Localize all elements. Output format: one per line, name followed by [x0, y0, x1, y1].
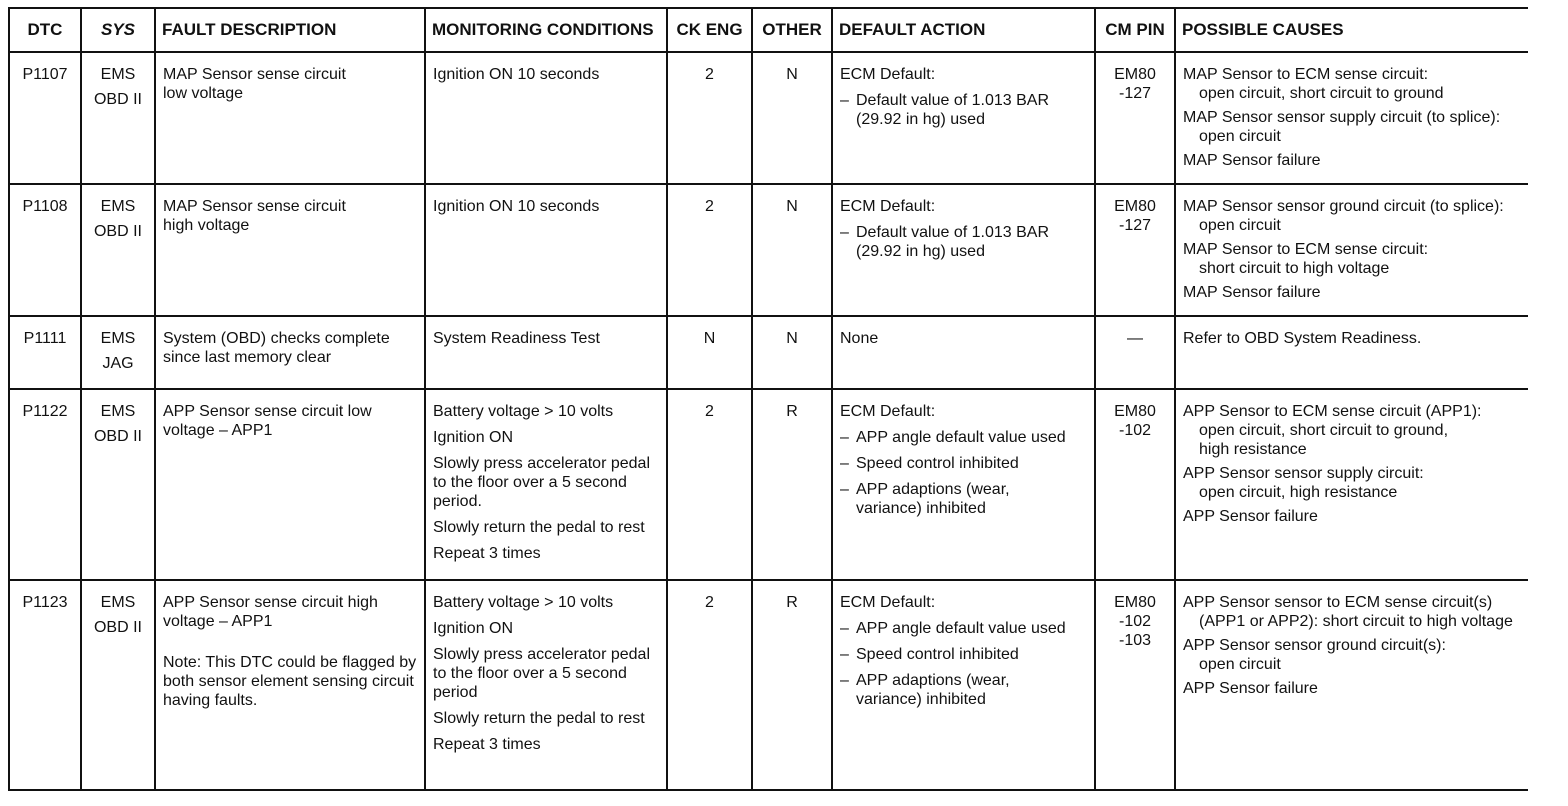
cause-line: Refer to OBD System Readiness. — [1183, 330, 1422, 347]
cause-item — [1183, 593, 1521, 631]
default-action-line: variance) inhibited — [856, 500, 986, 517]
fault-line: high voltage — [163, 217, 250, 234]
system-line: EMS — [100, 594, 136, 611]
fault-description — [155, 580, 425, 790]
default-action-line: – Default value of 1.013 BAR — [856, 92, 1050, 109]
header-other: OTHER — [752, 8, 832, 52]
other-value: N — [752, 184, 832, 316]
system-cell — [81, 389, 155, 580]
default-action-head: ECM Default: — [840, 594, 936, 611]
system-cell — [81, 52, 155, 184]
cause-line: short circuit to high voltage — [1199, 260, 1390, 277]
cm-pin-line: EM80 — [1114, 403, 1156, 420]
default-action-head: ECM Default: — [840, 66, 936, 83]
default-action-item — [840, 223, 1087, 261]
monitoring-item: Ignition ON — [433, 429, 514, 446]
cause-line: MAP Sensor sensor ground circuit (to splice): — [1183, 198, 1504, 215]
ck-eng-value: 2 — [667, 52, 752, 184]
system-line: OBD II — [93, 223, 142, 240]
cause-item — [1183, 151, 1521, 170]
default-action-line: – APP adaptions (wear, — [856, 481, 1010, 498]
default-action-line: – Speed control inhibited — [856, 455, 1019, 472]
default-action-line: – APP angle default value used — [856, 620, 1066, 637]
default-action-line: (29.92 in hg) used — [856, 243, 985, 260]
possible-causes — [1175, 389, 1528, 580]
monitoring-item: Slowly press accelerator pedal to the floor over a 5 second period — [433, 646, 650, 701]
header-ck-eng: CK ENG — [667, 8, 752, 52]
monitoring-conditions — [425, 389, 667, 580]
cm-pin — [1095, 389, 1175, 580]
monitoring-item: Slowly press accelerator pedal to the floor over a 5 second period. — [433, 455, 650, 510]
system-line: OBD II — [93, 619, 142, 636]
system-line: JAG — [102, 355, 134, 372]
cause-line: high resistance — [1199, 441, 1307, 458]
cm-pin-line: -103 — [1118, 632, 1152, 649]
dtc-code: P1107 — [9, 52, 81, 184]
cause-item — [1183, 65, 1521, 103]
default-action-line: – APP angle default value used — [856, 429, 1066, 446]
system-line: EMS — [100, 198, 136, 215]
cause-line: MAP Sensor to ECM sense circuit: — [1183, 66, 1429, 83]
default-action-line: – Default value of 1.013 BAR — [856, 224, 1050, 241]
system-line: EMS — [100, 330, 136, 347]
possible-causes — [1175, 184, 1528, 316]
dtc-code: P1108 — [9, 184, 81, 316]
fault-line: APP Sensor sense circuit low — [163, 403, 372, 420]
ck-eng-value: 2 — [667, 580, 752, 790]
ck-eng-value: N — [667, 316, 752, 389]
default-action-line: variance) inhibited — [856, 691, 986, 708]
possible-causes — [1175, 52, 1528, 184]
fault-description — [155, 52, 425, 184]
default-action-item — [840, 671, 1087, 709]
monitoring-item: Repeat 3 times — [433, 736, 541, 753]
fault-line: since last memory clear — [163, 349, 332, 366]
cm-pin-line: EM80 — [1114, 198, 1156, 215]
dtc-code: P1123 — [9, 580, 81, 790]
cause-line: APP Sensor failure — [1183, 508, 1318, 525]
system-line: EMS — [100, 66, 136, 83]
system-cell — [81, 580, 155, 790]
cause-item — [1183, 108, 1521, 146]
header-default-action: DEFAULT ACTION — [832, 8, 1095, 52]
monitoring-item: Ignition ON 10 seconds — [433, 66, 600, 83]
table-row — [9, 580, 1528, 790]
cause-item — [1183, 636, 1521, 674]
header-sys: SYS — [81, 8, 155, 52]
default-action-head: ECM Default: — [840, 198, 936, 215]
dtc-code: P1111 — [9, 316, 81, 389]
monitoring-conditions — [425, 184, 667, 316]
cause-item — [1183, 507, 1521, 526]
possible-causes — [1175, 316, 1528, 389]
cause-line: MAP Sensor to ECM sense circuit: — [1183, 241, 1429, 258]
fault-note: Note: This DTC could be flagged by both sensor element sensing circuit having faults. — [163, 654, 417, 709]
cause-line: MAP Sensor failure — [1183, 284, 1321, 301]
cause-line: open circuit — [1199, 656, 1281, 673]
cm-pin-line: EM80 — [1114, 594, 1156, 611]
header-dtc: DTC — [9, 8, 81, 52]
cause-line: (APP1 or APP2): short circuit to high voltage — [1199, 613, 1513, 630]
fault-description — [155, 184, 425, 316]
cm-pin-line: -102 — [1118, 613, 1152, 630]
cm-pin-line: -102 — [1118, 422, 1152, 439]
cause-line: open circuit — [1199, 128, 1281, 145]
cause-line: APP Sensor sensor supply circuit: — [1183, 465, 1424, 482]
monitoring-item: Slowly return the pedal to rest — [433, 710, 645, 727]
cause-line: open circuit, short circuit to ground — [1199, 85, 1444, 102]
system-line: OBD II — [93, 428, 142, 445]
cause-line: APP Sensor sensor ground circuit(s): — [1183, 637, 1446, 654]
monitoring-item: Ignition ON 10 seconds — [433, 198, 600, 215]
system-line: OBD II — [93, 91, 142, 108]
default-action-head: ECM Default: — [840, 403, 936, 420]
default-action-line: – APP adaptions (wear, — [856, 672, 1010, 689]
monitoring-item: Ignition ON — [433, 620, 514, 637]
fault-description — [155, 316, 425, 389]
cause-item — [1183, 679, 1521, 698]
table-row — [9, 52, 1528, 184]
cm-pin — [1095, 580, 1175, 790]
possible-causes — [1175, 580, 1528, 790]
cause-item — [1183, 197, 1521, 235]
cause-line: open circuit, short circuit to ground, — [1199, 422, 1449, 439]
other-value: R — [752, 580, 832, 790]
monitoring-conditions — [425, 316, 667, 389]
fault-line: low voltage — [163, 85, 244, 102]
other-value: N — [752, 316, 832, 389]
default-action-line: – Speed control inhibited — [856, 646, 1019, 663]
monitoring-conditions — [425, 580, 667, 790]
monitoring-item: System Readiness Test — [433, 330, 600, 347]
default-action — [832, 52, 1095, 184]
header-possible-causes: POSSIBLE CAUSES — [1175, 8, 1528, 52]
cm-pin — [1095, 316, 1175, 389]
fault-line: MAP Sensor sense circuit — [163, 66, 346, 83]
cause-line: MAP Sensor failure — [1183, 152, 1321, 169]
dtc-code: P1122 — [9, 389, 81, 580]
cm-pin-line: — — [1127, 330, 1143, 347]
system-cell — [81, 316, 155, 389]
monitoring-item: Battery voltage > 10 volts — [433, 403, 614, 420]
cause-item — [1183, 283, 1521, 302]
default-action-head: None — [840, 330, 879, 347]
system-cell — [81, 184, 155, 316]
cause-line: open circuit, high resistance — [1199, 484, 1398, 501]
cause-item — [1183, 240, 1521, 278]
fault-line: APP Sensor sense circuit high — [163, 594, 378, 611]
cm-pin — [1095, 52, 1175, 184]
dtc-table — [8, 7, 1528, 791]
table-row — [9, 184, 1528, 316]
monitoring-item: Battery voltage > 10 volts — [433, 594, 614, 611]
default-action — [832, 389, 1095, 580]
default-action-item — [840, 428, 1087, 447]
cm-pin-line: EM80 — [1114, 66, 1156, 83]
cause-line: MAP Sensor sensor supply circuit (to splice): — [1183, 109, 1501, 126]
table-row — [9, 316, 1528, 389]
header-cm-pin: CM PIN — [1095, 8, 1175, 52]
system-line: EMS — [100, 403, 136, 420]
table-row — [9, 389, 1528, 580]
default-action-item — [840, 454, 1087, 473]
cause-line: open circuit — [1199, 217, 1281, 234]
default-action-line: (29.92 in hg) used — [856, 111, 985, 128]
default-action-item — [840, 645, 1087, 664]
cm-pin-line: -127 — [1118, 217, 1152, 234]
other-value: N — [752, 52, 832, 184]
monitoring-conditions — [425, 52, 667, 184]
ck-eng-value: 2 — [667, 389, 752, 580]
cause-item — [1183, 464, 1521, 502]
cm-pin — [1095, 184, 1175, 316]
header-row — [9, 8, 1528, 52]
cause-line: APP Sensor failure — [1183, 680, 1318, 697]
default-action — [832, 580, 1095, 790]
header-monitoring-conditions: MONITORING CONDITIONS — [425, 8, 667, 52]
default-action-item — [840, 91, 1087, 129]
monitoring-item: Repeat 3 times — [433, 545, 541, 562]
cause-item — [1183, 329, 1521, 348]
default-action-item — [840, 619, 1087, 638]
fault-line: System (OBD) checks complete — [163, 330, 390, 347]
fault-line: voltage – APP1 — [163, 613, 273, 630]
default-action — [832, 316, 1095, 389]
fault-description — [155, 389, 425, 580]
cause-line: APP Sensor to ECM sense circuit (APP1): — [1183, 403, 1482, 420]
header-fault-description: FAULT DESCRIPTION — [155, 8, 425, 52]
ck-eng-value: 2 — [667, 184, 752, 316]
fault-line: MAP Sensor sense circuit — [163, 198, 346, 215]
default-action-item — [840, 480, 1087, 518]
monitoring-item: Slowly return the pedal to rest — [433, 519, 645, 536]
other-value: R — [752, 389, 832, 580]
cause-item — [1183, 402, 1521, 459]
default-action — [832, 184, 1095, 316]
cm-pin-line: -127 — [1118, 85, 1152, 102]
cause-line: APP Sensor sensor to ECM sense circuit(s) — [1183, 594, 1493, 611]
fault-line: voltage – APP1 — [163, 422, 273, 439]
